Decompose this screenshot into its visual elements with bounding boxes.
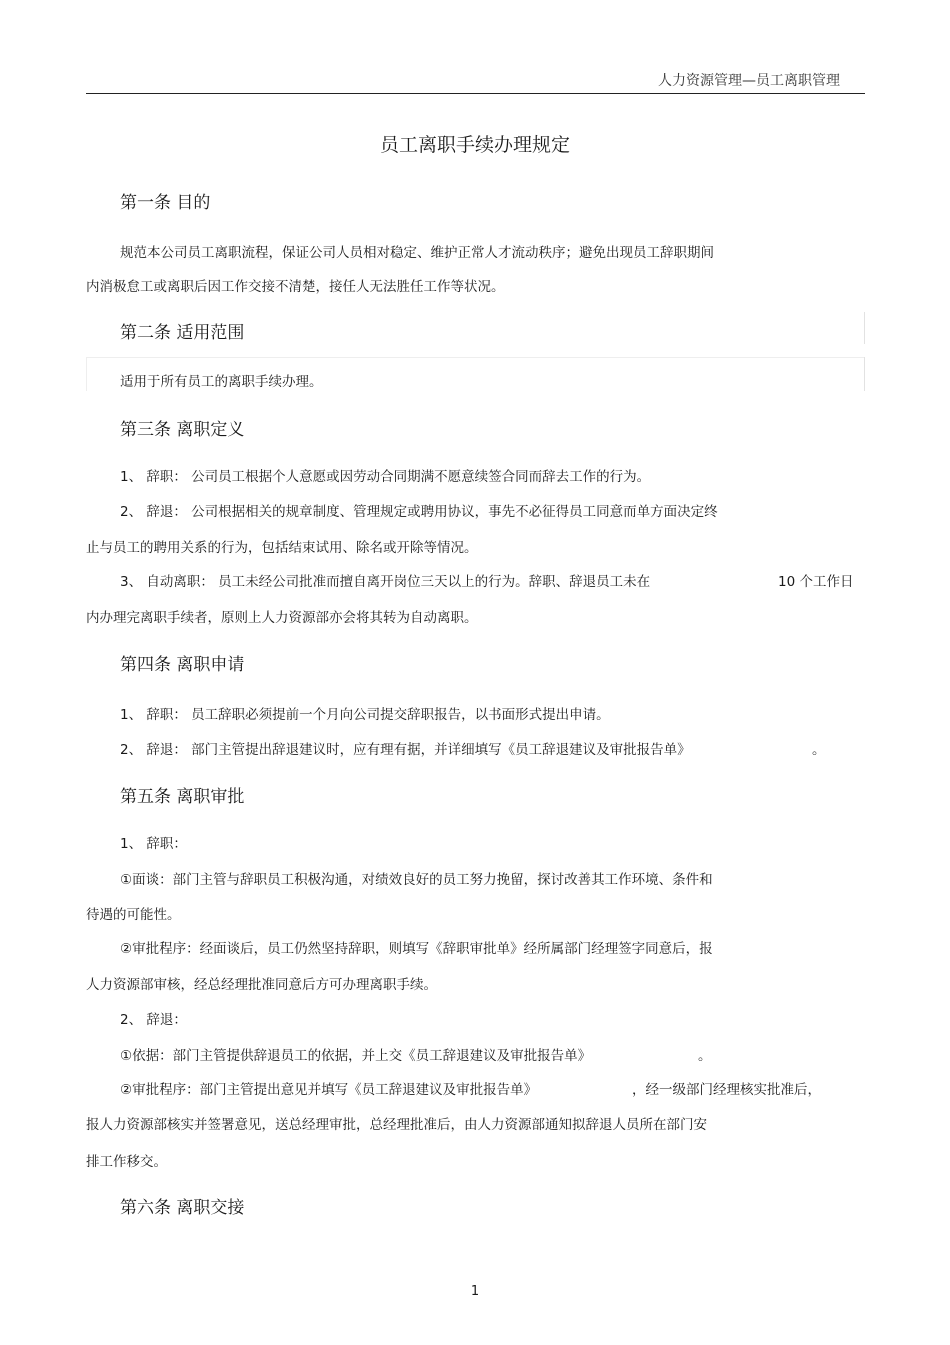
section-3-heading: 第三条 离职定义: [120, 420, 245, 440]
section-5-line-7: ①依据：部门主管提供辞退员工的依据，并上交《员工辞退建议及审批报告单》: [120, 1048, 592, 1064]
section-3-line-1: 1、 辞职： 公司员工根据个人意愿或因劳动合同期满不愿意续签合同而辞去工作的行为。: [120, 469, 651, 485]
section-5-line-6: 2、 辞退：: [120, 1012, 187, 1028]
header-rule: [86, 93, 865, 94]
section-3-line-3: 止与员工的聘用关系的行为，包括结束试用、除名或开除等情况。: [86, 540, 478, 556]
section-5-line-2: ①面谈：部门主管与辞职员工积极沟通，对绩效良好的员工努力挽留，探讨改善其工作环境、条件和: [120, 872, 713, 888]
section-5-line-8-tail: ，经一级部门经理核实批准后，: [632, 1082, 821, 1098]
box-border-left: [86, 357, 87, 391]
section-5-line-4: ②审批程序：经面谈后，员工仍然坚持辞职，则填写《辞职审批单》经所属部门经理签字同意后，报: [120, 941, 713, 957]
section-3-line-4: 3、 自动离职： 员工未经公司批准而擅自离开岗位三天以上的行为。辞职、辞退员工未在: [120, 574, 651, 590]
section-6-heading: 第六条 离职交接: [120, 1198, 245, 1218]
section-1-line-2: 内消极怠工或离职后因工作交接不清楚，接任人无法胜任工作等状况。: [86, 279, 505, 295]
section-5-line-5: 人力资源部审核，经总经理批准同意后方可办理离职手续。: [86, 977, 437, 993]
page-number: 1: [470, 1284, 480, 1299]
document-title: 员工离职手续办理规定: [379, 134, 570, 156]
section-5-heading: 第五条 离职审批: [120, 787, 245, 807]
section-3-line-4-tail: 10 个工作日: [778, 574, 854, 590]
section-5-line-7-tail: 。: [698, 1048, 712, 1064]
section-5-line-1: 1、 辞职：: [120, 836, 187, 852]
box-border-right-top: [864, 312, 865, 344]
section-4-line-1: 1、 辞职： 员工辞职必须提前一个月向公司提交辞职报告，以书面形式提出申请。: [120, 707, 610, 723]
running-header: 人力资源管理—员工离职管理: [658, 73, 840, 89]
section-3-line-5: 内办理完离职手续者，原则上人力资源部亦会将其转为自动离职。: [86, 610, 478, 626]
section-4-line-2-tail: 。: [812, 742, 826, 758]
section-5-line-9: 报人力资源部核实并签署意见，送总经理审批，总经理批准后，由人力资源部通知拟辞退人员所在部门安: [86, 1117, 707, 1133]
section-5-line-8: ②审批程序：部门主管提出意见并填写《员工辞退建议及审批报告单》: [120, 1082, 538, 1098]
section-5-line-10: 排工作移交。: [86, 1154, 167, 1170]
section-2-heading: 第二条 适用范围: [120, 323, 245, 343]
section-1-line-1: 规范本公司员工离职流程，保证公司人员相对稳定、维护正常人才流动秩序；避免出现员工辞职期间: [120, 245, 714, 261]
section-2-line-1: 适用于所有员工的离职手续办理。: [120, 374, 323, 390]
section-1-heading: 第一条 目的: [120, 193, 211, 213]
section-4-line-2: 2、 辞退： 部门主管提出辞退建议时，应有理有据，并详细填写《员工辞退建议及审批报告单》: [120, 742, 691, 758]
section-4-heading: 第四条 离职申请: [120, 655, 245, 675]
box-border-right-bottom: [864, 357, 865, 391]
box-border-middle: [86, 357, 864, 358]
section-3-line-2: 2、 辞退： 公司根据相关的规章制度、管理规定或聘用协议，事先不必征得员工同意而单方面决定终: [120, 504, 718, 520]
section-5-line-3: 待遇的可能性。: [86, 907, 181, 923]
